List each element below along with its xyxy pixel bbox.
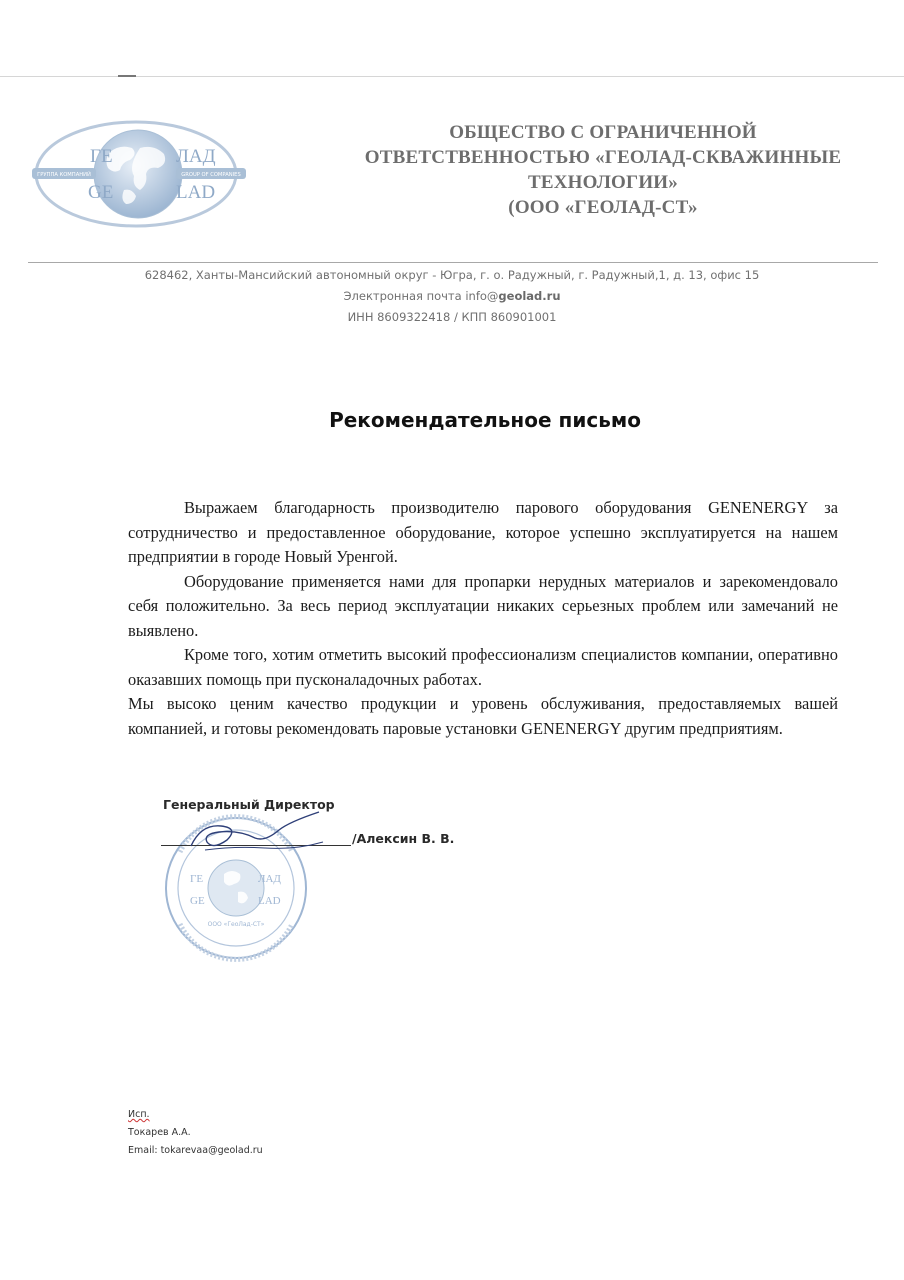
stamp-text: ООО «ГеоЛад-СТ» — [207, 921, 265, 928]
logo-text-tr: ЛАД — [176, 146, 216, 167]
executor-email: Email: tokarevaa@geolad.ru — [128, 1145, 263, 1156]
signatory-position: Генеральный Директор — [163, 797, 335, 812]
org-line-4: (ООО «ГЕОЛАД-СТ» — [508, 197, 698, 218]
svg-text:GE: GE — [190, 895, 205, 907]
letter-body — [128, 496, 838, 741]
svg-text:ЛАД: ЛАД — [258, 873, 281, 885]
logo-band-left: ГРУППА КОМПАНИЙ — [37, 172, 91, 178]
signatory-name: /Алексин В. В. — [352, 831, 455, 846]
logo-text-br: LAD — [176, 182, 216, 203]
top-mark — [118, 75, 136, 77]
organization-name — [318, 120, 888, 220]
company-logo — [28, 112, 250, 234]
inn-kpp: ИНН 8609322418 / КПП 860901001 — [347, 310, 557, 324]
org-line-1: ОБЩЕСТВО С ОГРАНИЧЕННОЙ — [449, 122, 757, 143]
org-line-2: ОТВЕТСТВЕННОСТЬЮ «ГЕОЛАД-СКВАЖИННЫЕ — [364, 147, 842, 168]
address: 628462, Ханты-Мансийский автономный округ - Югра, г. о. Радужный, г. Радужный,1, д. 13, офис 15 — [144, 268, 760, 282]
org-line-3: ТЕХНОЛОГИИ» — [528, 172, 678, 193]
executor-info — [128, 1106, 263, 1160]
paragraph-2: Оборудование применяется нами для пропарки нерудных материалов и зарекомендовало себя положительно. За весь период эксплуатации никаких серьезных проблем или замечаний не выявлено. — [128, 571, 838, 640]
contact-block — [0, 265, 904, 328]
paragraph-1: Выражаем благодарность производителю парового оборудования GENENERGY за сотрудничество и предоставленное оборудование, которое успешно эксплуатируется на нашем предприятии в городе Новый Уренгой. — [128, 498, 838, 566]
executor-label: Исп. — [128, 1109, 150, 1120]
logo-text-bl: GE — [88, 182, 114, 203]
logo-band-right: GROUP OF COMPANIES — [181, 172, 241, 178]
svg-text:LAD: LAD — [258, 895, 281, 907]
executor-name: Токарев А.А. — [128, 1127, 191, 1138]
paragraph-3: Кроме того, хотим отметить высокий профессионализм специалистов компании, оперативно оказавших помощь при пусконаладочных работах. — [128, 645, 838, 689]
email-domain: geolad.ru — [498, 289, 561, 303]
svg-text:ГЕ: ГЕ — [190, 873, 204, 885]
email-line — [0, 286, 904, 307]
email-label: Электронная почта info@ — [343, 289, 499, 303]
executor-label-row — [128, 1106, 263, 1124]
handwritten-signature — [185, 810, 345, 860]
header-divider — [28, 262, 878, 263]
logo-text-tl: ГЕ — [90, 146, 113, 167]
letter-title: Рекомендательное письмо — [329, 408, 641, 432]
paragraph-4: Мы высоко ценим качество продукции и уровень обслуживания, предоставляемых вашей компанией, и готовы рекомендовать паровые установки GENENERGY другим предприятиям. — [128, 694, 838, 738]
